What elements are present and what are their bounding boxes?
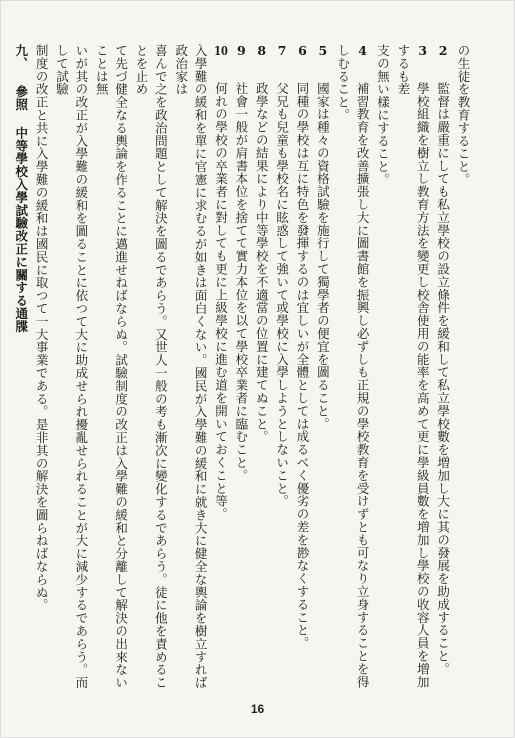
numbered-item	[293, 44, 312, 694]
item-text: 國家は種々の資格試驗を施行して獨學者の便宜を圖ること。	[315, 81, 331, 431]
item-number: 2	[438, 44, 448, 57]
section-number: 九、	[13, 44, 29, 70]
page-number: 16	[250, 702, 265, 716]
item-text: 補習教育を改善擴張し大に圖書館を振興し必ずしも正規の學校教育を受けずとも可なり立身することを得しむること。	[335, 44, 371, 689]
line-text: て先づ健全なる輿論を作ることに邁進せねばならぬ。試驗制度の改正は入學難の緩和と分離して解決の出來ないことは無	[94, 44, 129, 689]
section-label: 參照	[13, 85, 29, 112]
item-number: 7	[277, 44, 287, 57]
section-title: 中等學校入學試驗改正に關する通牒	[13, 126, 29, 333]
item-number: 3	[418, 44, 428, 57]
numbered-item	[394, 44, 433, 694]
item-text: 何れの學校の卒業者に對しても更に上級學校に進む道を開いておくこと等。	[213, 81, 229, 521]
item-text: 父兄も兒童も學校名に眩惑して強いて或學校に入學しようとしないこと。	[274, 81, 290, 508]
line-text: の生徒を教育すること。	[456, 44, 471, 186]
item-number: 10	[214, 44, 228, 57]
item-text: 社會一般が肩書本位を捨てて實力本位を以て學校卒業者に臨むこと。	[233, 81, 249, 482]
numbered-item	[232, 44, 251, 694]
numbered-item	[333, 44, 372, 694]
item-text: 學校組織を樹立し教育方法を變更し校舎使用の能率を高めて更に學級員數を増加し學校の收容人員を増加するも差	[395, 44, 431, 689]
line-text: 喜んで之を政治問題として解決を圖るであらう。又世人一般の考も漸次に變化するであらう。徒に他を責めることを止め	[134, 44, 169, 689]
line-text: 支の無い樣にすること。	[375, 44, 391, 186]
line-text: 制度の改正と共に入學難の緩和は國民に取つて一大事業である。是非其の解決を圖らねばならぬ。	[34, 44, 50, 612]
numbered-item	[433, 44, 452, 694]
text-line	[373, 44, 392, 694]
item-number: 4	[358, 44, 367, 57]
numbered-item	[211, 44, 230, 694]
line-text: 入學難の緩和を單に官憲に求むるが如きは面白くない。國民が入學難の緩和に就き大に健全な輿論を樹立すれば政治家は	[173, 44, 209, 689]
paragraph-line	[132, 44, 171, 694]
numbered-item	[272, 44, 291, 694]
section-heading	[11, 44, 30, 694]
item-text: 同種の學校は互に特色を發揮するのは宜しいが全體としては成るべく優劣の差を尠なくすること。	[295, 81, 310, 650]
item-number: 6	[298, 44, 307, 57]
item-text: 政學などの結果により中等學校を不適當の位置に建てぬこと。	[254, 81, 270, 444]
text-line	[454, 44, 473, 694]
body-text	[13, 44, 473, 694]
item-number: 9	[237, 44, 246, 57]
item-number: 5	[318, 44, 328, 57]
paragraph-line	[52, 44, 91, 694]
paragraph-line	[92, 44, 131, 694]
item-number: 8	[257, 44, 267, 57]
numbered-item	[313, 44, 332, 694]
item-text: 監督は嚴重にしても私立學校の設立條件を緩和して私立學校數を増加し大に其の發展を助成すること。	[435, 81, 451, 676]
numbered-item	[252, 44, 271, 694]
paragraph-line	[32, 44, 51, 694]
line-text: いが其の改正が入學難の緩和を圖ることに依つて大に助成せられ擾亂せられることが大に減少するであらう。而して試驗	[54, 44, 89, 689]
paragraph-line	[171, 44, 210, 694]
